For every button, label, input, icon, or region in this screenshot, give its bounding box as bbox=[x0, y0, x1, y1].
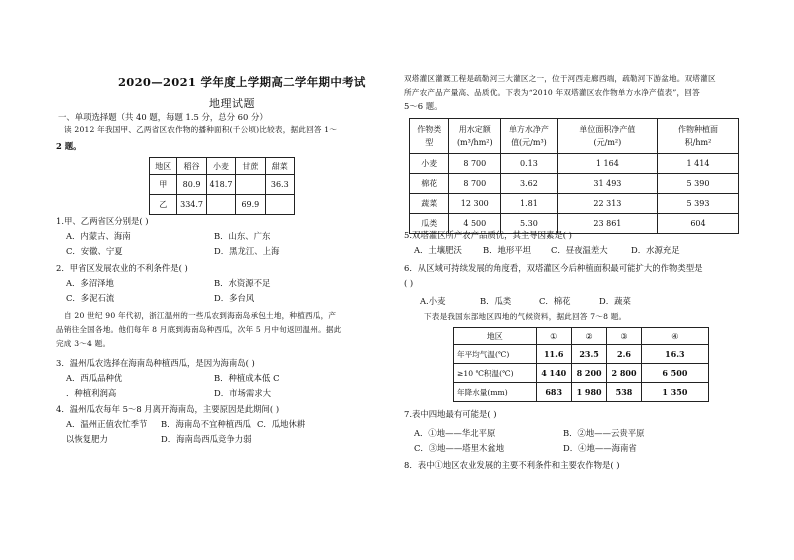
option-a[interactable]: A．①地——华北平原 bbox=[414, 428, 496, 438]
passage-text: 5～6 题。 bbox=[404, 101, 443, 111]
table-cell: 11.6 bbox=[536, 345, 571, 364]
option-b[interactable]: B．②地——云贵平原 bbox=[563, 428, 645, 438]
table-cell: 2.6 bbox=[607, 345, 641, 364]
table-header: 作物种植面 积/hm² bbox=[657, 119, 738, 154]
intro-text: 2 题。 bbox=[56, 141, 82, 151]
table-cell: 12 300 bbox=[449, 194, 501, 214]
table-cell: 瓜类 bbox=[410, 214, 449, 234]
option-b[interactable]: B．地形平坦 bbox=[483, 245, 532, 255]
table-cell: 538 bbox=[607, 383, 641, 402]
table-row bbox=[150, 175, 295, 195]
question-6-bracket: ( ) bbox=[404, 278, 414, 288]
question-8: 8．表中①地区农业发展的主要不利条件和主要农作物是( ) bbox=[404, 460, 620, 470]
option-d[interactable]: D．黑龙江、上海 bbox=[214, 246, 280, 256]
table-cell: 683 bbox=[536, 383, 571, 402]
option-b[interactable]: B．海南岛不宜种植西瓜 bbox=[161, 419, 251, 429]
table-row bbox=[454, 345, 709, 364]
option-c[interactable]: C．昼夜温差大 bbox=[551, 245, 608, 255]
table-cell: 80.9 bbox=[177, 175, 206, 195]
option-c[interactable]: C．安徽、宁夏 bbox=[66, 246, 123, 256]
table-cell bbox=[265, 195, 294, 215]
question-4: 4．温州瓜农每年 5～8 月离开海南岛，主要原因是此期间( ) bbox=[56, 404, 280, 414]
page-subtitle: 地理试题 bbox=[209, 97, 255, 110]
page-title: 2020—2021 学年度上学期高二学年期中考试 bbox=[118, 75, 366, 89]
table-row bbox=[150, 195, 295, 215]
table-cell: 1 414 bbox=[657, 154, 738, 174]
option-b[interactable]: B．山东、广东 bbox=[214, 231, 271, 241]
table-cell: 4 500 bbox=[449, 214, 501, 234]
section-heading: 一、单项选择题（共 40 题，每题 1.5 分，总分 60 分） bbox=[58, 112, 268, 122]
option-d[interactable]: D．水源充足 bbox=[631, 245, 680, 255]
climate-table bbox=[453, 327, 709, 402]
table-header: 地区 bbox=[150, 158, 177, 175]
option-b[interactable]: B．水资源不足 bbox=[214, 278, 271, 288]
passage-text: 自 20 世纪 90 年代初，浙江温州的一些瓜农到海南岛承包土地，种植西瓜，产 bbox=[64, 311, 337, 320]
table-cell: 5.30 bbox=[501, 214, 558, 234]
table-header: 稻谷 bbox=[177, 158, 206, 175]
table-cell: 0.13 bbox=[501, 154, 558, 174]
table-header: 小麦 bbox=[206, 158, 235, 175]
table-cell: 4 140 bbox=[536, 364, 571, 383]
table-header: 单位面积净产值 (元/m²) bbox=[557, 119, 657, 154]
table-cell: 棉花 bbox=[410, 174, 449, 194]
table-cell: 小麦 bbox=[410, 154, 449, 174]
table-header: 地区 bbox=[454, 328, 537, 345]
table-cell: 年平均气温(℃) bbox=[454, 345, 537, 364]
question-2: 2．甲省区发展农业的不利条件是( ) bbox=[56, 263, 188, 273]
table-cell: 36.3 bbox=[265, 175, 294, 195]
table-cell: 8 700 bbox=[449, 154, 501, 174]
table-cell bbox=[206, 195, 235, 215]
table-header: ③ bbox=[607, 328, 641, 345]
passage-text: 所产农产品产量高、品质优。下表为“2010 年双塔灌区农作物单方水净产值表”，回答 bbox=[404, 88, 700, 97]
table-cell: 年降水量(mm) bbox=[454, 383, 537, 402]
question-6: 6．从区域可持续发展的角度看，双塔灌区今后种植面积最可能扩大的作物类型是 bbox=[404, 263, 703, 273]
table-cell: 甲 bbox=[150, 175, 177, 195]
table-cell: 31 493 bbox=[557, 174, 657, 194]
option-a[interactable]: A.小麦 bbox=[420, 296, 446, 306]
table-cell: 6 500 bbox=[641, 364, 708, 383]
table-cell: 蔬菜 bbox=[410, 194, 449, 214]
option-d[interactable]: D．④地——海南省 bbox=[563, 443, 637, 453]
table-header: 甘蔗 bbox=[236, 158, 265, 175]
option-c[interactable]: C．瓜地休耕 bbox=[257, 419, 306, 429]
question-5: 5.双塔灌区所产农产品质优，其主导因素是( ) bbox=[404, 230, 572, 240]
table-row bbox=[410, 194, 739, 214]
option-a[interactable]: A．温州正值农忙季节 bbox=[66, 419, 148, 429]
option-c[interactable]: C．③地——塔里木盆地 bbox=[414, 443, 505, 453]
table-cell: 1 350 bbox=[641, 383, 708, 402]
table-cell: 1.81 bbox=[501, 194, 558, 214]
option-b[interactable]: B．瓜类 bbox=[480, 296, 512, 306]
table-row bbox=[410, 174, 739, 194]
option-c[interactable]: C．棉花 bbox=[539, 296, 571, 306]
table-header: ④ bbox=[641, 328, 708, 345]
table-cell: 5 390 bbox=[657, 174, 738, 194]
table-cell: 16.3 bbox=[641, 345, 708, 364]
table-cell: 1 980 bbox=[571, 383, 606, 402]
table-header: 作物类 型 bbox=[410, 119, 449, 154]
question-3: 3．温州瓜农选择在海南岛种植西瓜，是因为海南岛( ) bbox=[56, 358, 255, 368]
table-cell: 8 200 bbox=[571, 364, 606, 383]
table-row bbox=[454, 364, 709, 383]
table-cell: 22 313 bbox=[557, 194, 657, 214]
option-d[interactable]: D．海南岛西瓜竞争力弱 bbox=[161, 434, 252, 444]
table-cell: 23.5 bbox=[571, 345, 606, 364]
table-row bbox=[410, 154, 739, 174]
option-a[interactable]: A．西瓜品种优 bbox=[66, 373, 123, 383]
table-cell: 2 800 bbox=[607, 364, 641, 383]
option-a[interactable]: A．土壤肥沃 bbox=[414, 245, 462, 255]
table-header: 单方水净产 值(元/m³) bbox=[501, 119, 558, 154]
crop-water-table bbox=[409, 118, 739, 234]
crop-area-table bbox=[149, 157, 295, 215]
table-cell: 5 393 bbox=[657, 194, 738, 214]
question-7: 7.表中四地最有可能是( ) bbox=[404, 409, 497, 419]
option-c-continued: 以恢复肥力 bbox=[66, 434, 108, 444]
table-cell: 8 700 bbox=[449, 174, 501, 194]
table-cell bbox=[236, 175, 265, 195]
table-cell: 1 164 bbox=[557, 154, 657, 174]
option-d[interactable]: D．市场需求大 bbox=[214, 388, 271, 398]
table-cell: 334.7 bbox=[177, 195, 206, 215]
table-cell: 604 bbox=[657, 214, 738, 234]
table-cell: 418.7 bbox=[206, 175, 235, 195]
option-c[interactable]: ．种植利润高 bbox=[66, 388, 117, 398]
table-header: 甜菜 bbox=[265, 158, 294, 175]
question-1: 1.甲、乙两省区分别是( ) bbox=[56, 216, 149, 226]
table-cell: 3.62 bbox=[501, 174, 558, 194]
table-cell: ≥10 ℃积温(℃) bbox=[454, 364, 537, 383]
table-row bbox=[454, 383, 709, 402]
option-d[interactable]: D．蔬菜 bbox=[599, 296, 631, 306]
option-d[interactable]: D．多台风 bbox=[214, 293, 255, 303]
option-a[interactable]: A．多沼泽地 bbox=[66, 278, 114, 288]
passage-text: 双塔灌区灌溉工程是疏勒河三大灌区之一，位于河西走廊西端，疏勒河下游盆地。双塔灌区 bbox=[404, 74, 716, 83]
table-cell: 69.9 bbox=[236, 195, 265, 215]
table-header: 用水定额 (m³/hm²) bbox=[449, 119, 501, 154]
table-cell: 乙 bbox=[150, 195, 177, 215]
passage-text: 完成 3～4 题。 bbox=[56, 339, 111, 348]
table-cell: 23 861 bbox=[557, 214, 657, 234]
passage-text: 下表是我国东部地区四地的气候资料，据此回答 7～8 题。 bbox=[424, 312, 627, 321]
passage-text: 品销往全国各地。他们每年 8 月底到海南岛种西瓜，次年 5 月中旬返回温州。据此 bbox=[56, 325, 342, 334]
table-header: ② bbox=[571, 328, 606, 345]
option-a[interactable]: A．内蒙古、海南 bbox=[66, 231, 131, 241]
intro-text: 读 2012 年我国甲、乙两省区农作物的播种面积(千公顷)比较表，据此回答 1～ bbox=[64, 125, 338, 134]
option-c[interactable]: C．多泥石流 bbox=[66, 293, 115, 303]
table-header: ① bbox=[536, 328, 571, 345]
option-b[interactable]: B．种植成本低 C bbox=[214, 373, 280, 383]
